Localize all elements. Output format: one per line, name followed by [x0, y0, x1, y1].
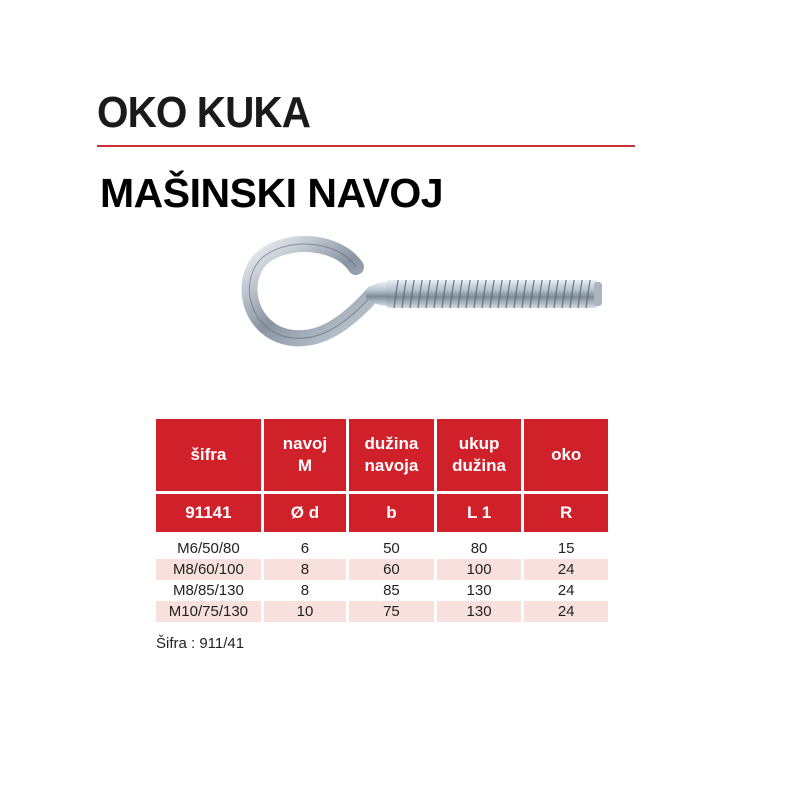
- cell-total-length: 100: [434, 559, 522, 580]
- cell-code: M10/75/130: [156, 601, 261, 622]
- cell-thread-length: 75: [346, 601, 434, 622]
- header-thread: navoj M: [261, 419, 346, 491]
- subheader-code: 91141: [156, 491, 261, 532]
- code-footnote: Šifra : 911/41: [156, 635, 245, 652]
- cell-eye: 24: [521, 580, 608, 601]
- cell-thread-length: 50: [346, 532, 434, 559]
- cell-eye: 15: [521, 532, 608, 559]
- cell-thread: 8: [261, 559, 346, 580]
- header-code: šifra: [156, 419, 261, 491]
- page-title: OKO KUKA: [97, 88, 311, 137]
- header-total-length: ukup dužina: [434, 419, 522, 491]
- subheader-l1: L 1: [434, 491, 522, 532]
- table-row: [156, 580, 608, 601]
- cell-thread: 6: [261, 532, 346, 559]
- subheader-diameter: Ø d: [261, 491, 346, 532]
- cell-eye: 24: [521, 601, 608, 622]
- cell-thread-length: 60: [346, 559, 434, 580]
- table-header-row: [156, 419, 608, 491]
- cell-thread-length: 85: [346, 580, 434, 601]
- header-eye: oko: [521, 419, 608, 491]
- cell-total-length: 130: [434, 580, 522, 601]
- table-subheader-row: [156, 491, 608, 532]
- spec-table: [156, 419, 608, 622]
- cell-code: M8/60/100: [156, 559, 261, 580]
- table-row: [156, 601, 608, 622]
- eye-bolt-image: [238, 232, 608, 352]
- title-divider: [97, 145, 635, 147]
- cell-thread: 10: [261, 601, 346, 622]
- cell-eye: 24: [521, 559, 608, 580]
- cell-thread: 8: [261, 580, 346, 601]
- table-row: [156, 532, 608, 559]
- page-subtitle: MAŠINSKI NAVOJ: [100, 170, 444, 216]
- subheader-b: b: [346, 491, 434, 532]
- table-row: [156, 559, 608, 580]
- subheader-r: R: [521, 491, 608, 532]
- header-thread-length: dužina navoja: [346, 419, 434, 491]
- cell-total-length: 130: [434, 601, 522, 622]
- cell-code: M6/50/80: [177, 540, 240, 557]
- cell-total-length: 80: [434, 532, 522, 559]
- cell-code: M8/85/130: [172, 582, 244, 599]
